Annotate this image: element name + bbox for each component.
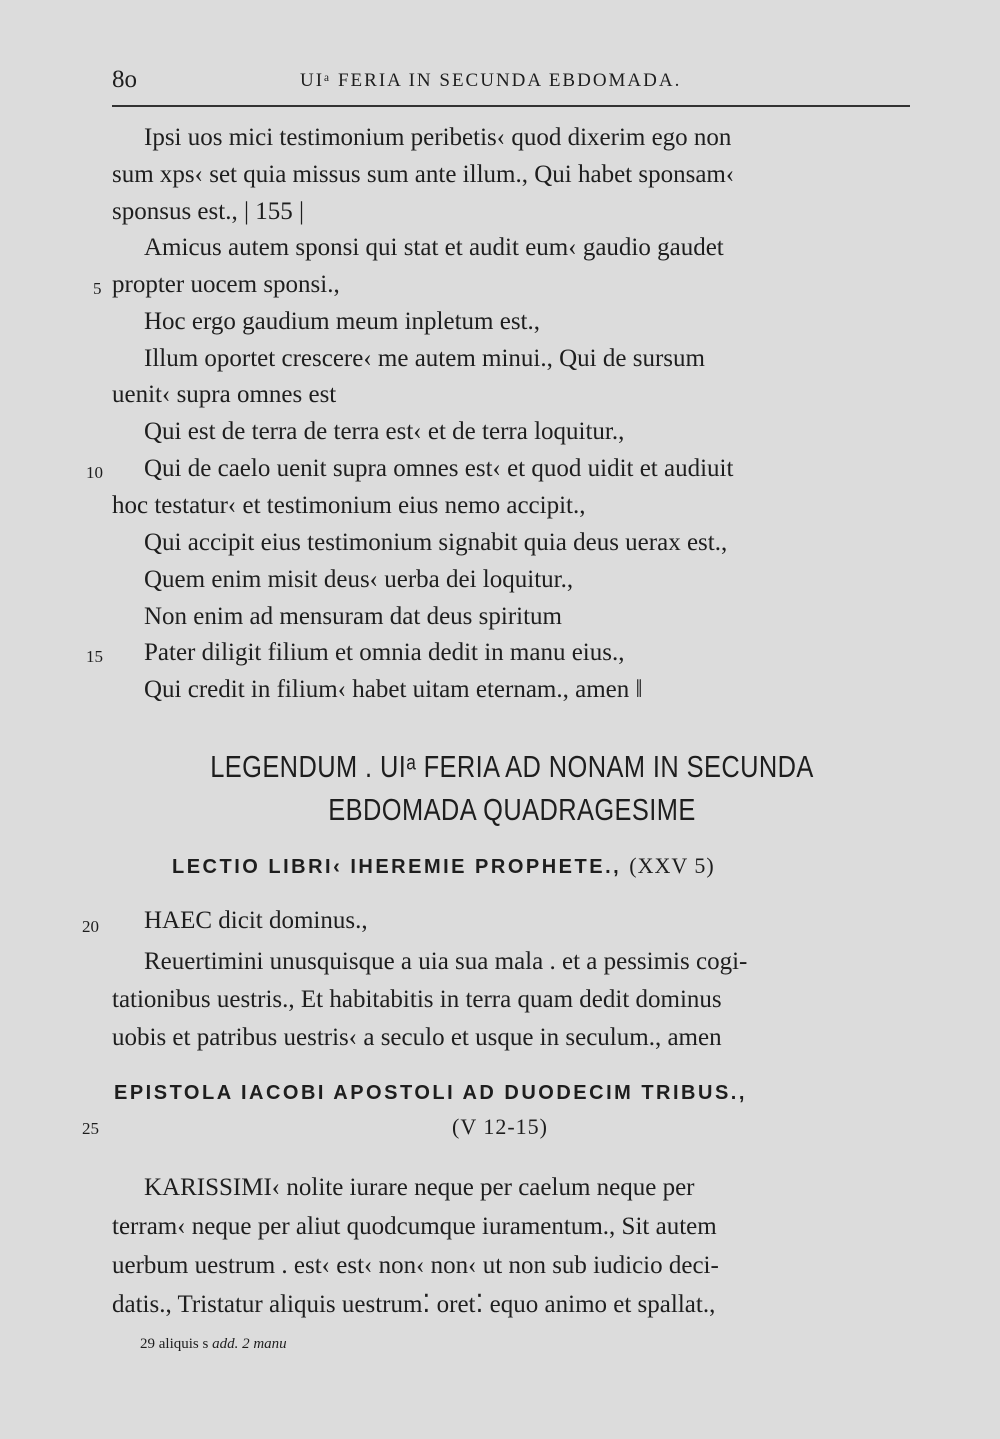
- page-number: 8o: [112, 66, 137, 93]
- text-line: Qui accipit eius testimonium signabit quia deus uerax est.,: [144, 529, 728, 556]
- text-line: Qui de caelo uenit supra omnes est‹ et quod uidit et audiuit: [144, 455, 734, 482]
- text-line: uerbum uestrum . est‹ est‹ non‹ non‹ ut non sub iudicio deci-: [112, 1252, 719, 1279]
- line-number: 5: [93, 279, 102, 298]
- section-heading: EBDOMADA QUADRAGESIME: [328, 792, 696, 827]
- text-line: Reuertimini unusquisque a uia sua mala . et a pessimis cogi-: [144, 948, 748, 975]
- footnote: [140, 1336, 287, 1353]
- lectio-reference: (XXV 5): [629, 853, 715, 878]
- line-number: 10: [86, 463, 103, 482]
- text-line: Pater diligit filium et omnia dedit in manu eius.,: [144, 639, 625, 666]
- line-number: 20: [82, 917, 99, 936]
- text-line: datis., Tristatur aliquis uestrum⁚ oret⁚ equo animo et spallat.,: [112, 1291, 716, 1318]
- section-heading: LEGENDUM . UIᵃ FERIA AD NONAM IN SECUNDA: [210, 749, 814, 784]
- lectio-heading: [172, 853, 715, 879]
- lectio-heading-text: LECTIO LIBRI‹ IHEREMIE PROPHETE.,: [172, 856, 622, 878]
- text-line: tationibus uestris., Et habitabitis in terra quam dedit dominus: [112, 986, 722, 1013]
- running-title: UIᵃ FERIA IN SECUNDA EBDOMADA.: [300, 70, 682, 91]
- footnote-italic: add. 2 manu: [212, 1336, 287, 1352]
- text-line: Qui est de terra de terra est‹ et de terra loquitur.,: [144, 418, 625, 445]
- text-line: Amicus autem sponsi qui stat et audit eum‹ gaudio gaudet: [144, 234, 724, 261]
- header-rule: [112, 105, 910, 107]
- text-line: Qui credit in filium‹ habet uitam eternam., amen ‖: [144, 676, 643, 703]
- text-line: hoc testatur‹ et testimonium eius nemo accipit.,: [112, 492, 586, 519]
- line-number: 15: [86, 647, 103, 666]
- text-line: Illum oportet crescere‹ me autem minui., Qui de sursum: [144, 345, 705, 372]
- text-line: KARISSIMI‹ nolite iurare neque per caelum neque per: [144, 1174, 695, 1201]
- text-line: uobis et patribus uestris‹ a seculo et usque in seculum., amen: [112, 1024, 722, 1051]
- text-line: sum xps‹ set quia missus sum ante illum., Qui habet sponsam‹: [112, 161, 735, 188]
- footnote-text: 29 aliquis s: [140, 1336, 209, 1352]
- line-number: 25: [82, 1119, 99, 1138]
- text-line: sponsus est., | 155 |: [112, 198, 304, 225]
- text-line: propter uocem sponsi.,: [112, 271, 340, 298]
- text-line: Quem enim misit deus‹ uerba dei loquitur.,: [144, 566, 574, 593]
- text-line: HAEC dicit dominus.,: [144, 907, 368, 934]
- epistola-reference: (V 12-15): [452, 1114, 548, 1139]
- epistola-heading: EPISTOLA IACOBI APOSTOLI AD DUODECIM TRIBUS.,: [114, 1082, 747, 1104]
- text-line: terram‹ neque per aliut quodcumque iuramentum., Sit autem: [112, 1213, 717, 1240]
- text-line: uenit‹ supra omnes est: [112, 381, 337, 408]
- text-line: Non enim ad mensuram dat deus spiritum: [144, 603, 562, 630]
- text-line: Ipsi uos mici testimonium peribetis‹ quod dixerim ego non: [144, 124, 732, 151]
- text-line: Hoc ergo gaudium meum inpletum est.,: [144, 308, 540, 335]
